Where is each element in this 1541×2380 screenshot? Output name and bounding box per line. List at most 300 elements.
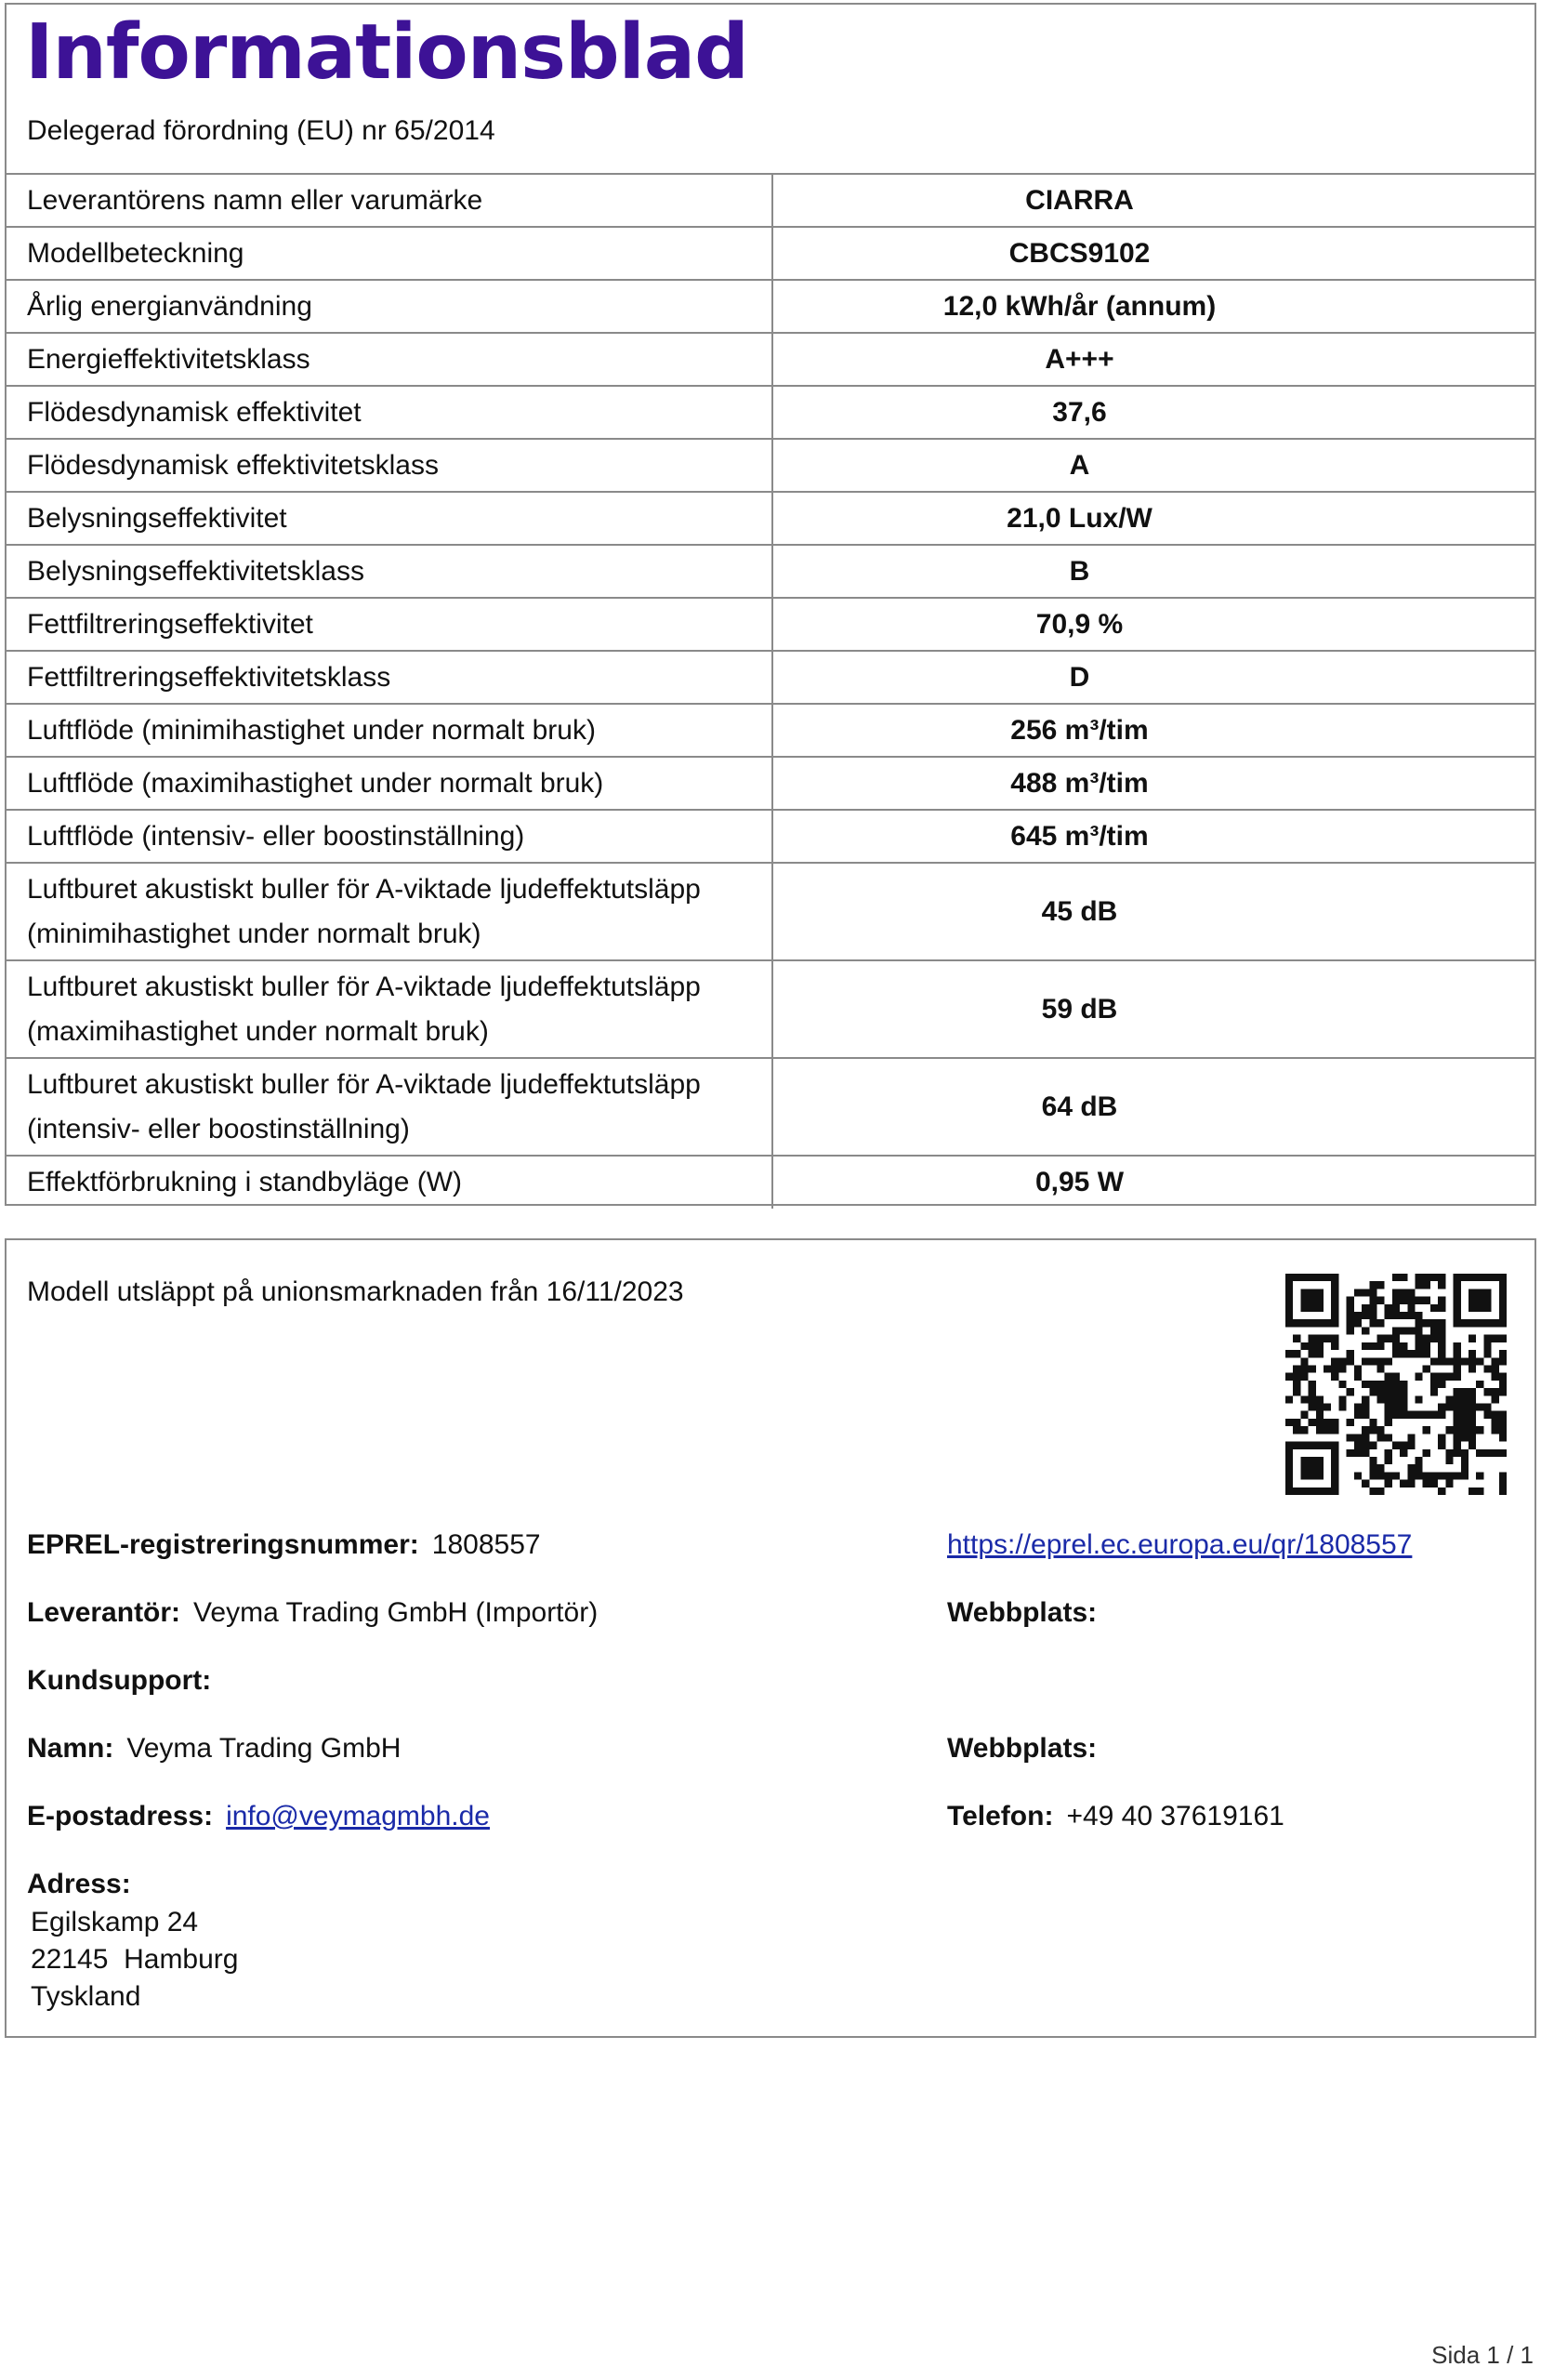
qr-module [1492, 1274, 1499, 1281]
eprel-row [27, 1527, 541, 1564]
qr-module [1499, 1289, 1507, 1296]
qr-module [1407, 1472, 1415, 1479]
qr-module [1347, 1434, 1354, 1441]
qr-module [1407, 1289, 1415, 1296]
address-country: Tyskland [31, 1981, 141, 2012]
qr-module [1331, 1464, 1338, 1472]
email-link[interactable]: info@veymagmbh.de [226, 1801, 490, 1831]
qr-module [1400, 1381, 1407, 1388]
qr-module [1430, 1327, 1438, 1334]
qr-module [1469, 1304, 1476, 1312]
qr-module [1476, 1449, 1483, 1457]
spec-label: Belysningseffektivitetsklass [7, 545, 772, 598]
qr-module [1338, 1404, 1346, 1411]
qr-module [1483, 1335, 1491, 1342]
qr-module [1331, 1373, 1338, 1381]
qr-module [1300, 1395, 1308, 1403]
qr-module [1416, 1335, 1423, 1342]
spec-value: 37,6 [772, 386, 1534, 439]
qr-module [1400, 1442, 1407, 1449]
qr-module [1316, 1319, 1324, 1327]
qr-module [1354, 1404, 1362, 1411]
qr-module [1362, 1312, 1369, 1319]
qr-module [1461, 1457, 1469, 1464]
qr-module [1416, 1342, 1423, 1350]
qr-module [1347, 1304, 1354, 1312]
qr-module [1300, 1342, 1308, 1350]
qr-module [1392, 1274, 1400, 1281]
qr-module [1309, 1350, 1316, 1357]
qr-module [1445, 1357, 1453, 1365]
spec-value: CIARRA [772, 174, 1534, 227]
qr-module [1392, 1395, 1400, 1403]
address-street: Egilskamp 24 [31, 1907, 199, 1937]
qr-module [1407, 1480, 1415, 1488]
qr-module [1454, 1426, 1461, 1434]
qr-module [1499, 1304, 1507, 1312]
qr-module [1454, 1297, 1461, 1304]
qr-module [1362, 1342, 1369, 1350]
contact-info-box [5, 1238, 1536, 2038]
qr-module [1362, 1304, 1369, 1312]
qr-module [1483, 1350, 1491, 1357]
qr-module [1407, 1327, 1415, 1334]
qr-module [1316, 1350, 1324, 1357]
email-row [27, 1798, 490, 1835]
qr-module [1293, 1335, 1300, 1342]
qr-module [1423, 1480, 1430, 1488]
supplier-name: Veyma Trading GmbH (Importör) [193, 1597, 599, 1628]
qr-module [1499, 1381, 1507, 1388]
qr-module [1423, 1350, 1430, 1357]
qr-module [1338, 1381, 1346, 1388]
qr-module [1376, 1365, 1384, 1372]
qr-module [1293, 1442, 1300, 1449]
table-row [7, 227, 1534, 280]
qr-module [1400, 1480, 1407, 1488]
spec-label-line2: (maximihastighet under normalt bruk) [27, 1015, 489, 1047]
qr-module [1499, 1449, 1507, 1457]
qr-module [1423, 1342, 1430, 1350]
qr-module [1416, 1373, 1423, 1381]
qr-module [1338, 1357, 1346, 1365]
table-row [7, 545, 1534, 598]
table-row [7, 333, 1534, 386]
qr-module [1492, 1411, 1499, 1419]
qr-module [1285, 1297, 1293, 1304]
qr-module [1309, 1419, 1316, 1426]
qr-module [1354, 1373, 1362, 1381]
qr-module [1376, 1426, 1384, 1434]
qr-module [1416, 1274, 1423, 1281]
qr-module [1285, 1395, 1293, 1403]
qr-module [1461, 1357, 1469, 1365]
qr-module [1369, 1312, 1376, 1319]
table-row [7, 810, 1534, 863]
qr-module [1407, 1297, 1415, 1304]
qr-module [1416, 1297, 1423, 1304]
qr-module [1324, 1419, 1331, 1426]
qr-module [1309, 1404, 1316, 1411]
supplier-row [27, 1594, 598, 1632]
qr-module [1492, 1388, 1499, 1395]
spec-value: 64 dB [772, 1058, 1534, 1156]
qr-module [1376, 1472, 1384, 1479]
qr-module [1483, 1274, 1491, 1281]
qr-module [1309, 1297, 1316, 1304]
spec-value: 70,9 % [772, 598, 1534, 651]
qr-module [1492, 1373, 1499, 1381]
qr-module [1324, 1274, 1331, 1281]
qr-module [1316, 1342, 1324, 1350]
qr-module [1407, 1304, 1415, 1312]
qr-module [1385, 1373, 1392, 1381]
qr-module [1309, 1395, 1316, 1403]
qr-module [1430, 1381, 1438, 1388]
qr-module [1438, 1404, 1445, 1411]
qr-module [1385, 1457, 1392, 1464]
qr-module [1483, 1404, 1491, 1411]
qr-module [1316, 1442, 1324, 1449]
qr-module [1461, 1464, 1469, 1472]
qr-module [1300, 1274, 1308, 1281]
qr-module [1476, 1404, 1483, 1411]
qr-module [1423, 1411, 1430, 1419]
address-city: 22145 Hamburg [31, 1944, 239, 1975]
qr-module [1400, 1404, 1407, 1411]
qr-module [1331, 1274, 1338, 1281]
qr-module [1376, 1319, 1384, 1327]
qr-module [1438, 1304, 1445, 1312]
qr-module [1469, 1442, 1476, 1449]
qr-module [1469, 1404, 1476, 1411]
qr-module [1483, 1342, 1491, 1350]
qr-module [1362, 1426, 1369, 1434]
qr-module [1316, 1395, 1324, 1403]
qr-module [1385, 1388, 1392, 1395]
qr-module [1285, 1488, 1293, 1495]
qr-module [1376, 1342, 1384, 1350]
qr-module [1309, 1335, 1316, 1342]
qr-module [1469, 1411, 1476, 1419]
qr-module [1400, 1388, 1407, 1395]
qr-module [1369, 1342, 1376, 1350]
qr-module [1392, 1388, 1400, 1395]
qr-module [1392, 1350, 1400, 1357]
qr-module [1454, 1289, 1461, 1296]
table-row [7, 960, 1534, 1058]
qr-module [1285, 1442, 1293, 1449]
qr-module [1338, 1395, 1346, 1403]
qr-module [1461, 1274, 1469, 1281]
qr-module [1285, 1350, 1293, 1357]
qr-module [1499, 1426, 1507, 1434]
qr-module [1362, 1411, 1369, 1419]
spec-value: B [772, 545, 1534, 598]
qr-module [1354, 1472, 1362, 1479]
qr-module [1454, 1281, 1461, 1289]
qr-module [1376, 1357, 1384, 1365]
qr-module [1309, 1442, 1316, 1449]
qr-module [1454, 1434, 1461, 1441]
table-row [7, 280, 1534, 333]
table-row [7, 1156, 1534, 1209]
qr-module [1316, 1335, 1324, 1342]
qr-module [1445, 1426, 1453, 1434]
spec-label: Belysningseffektivitet [7, 492, 772, 545]
qr-module [1438, 1357, 1445, 1365]
qr-module [1438, 1411, 1445, 1419]
spec-label-line1: Luftburet akustiskt buller för A-viktade ljudeffektutsläpp [27, 873, 701, 905]
qr-module [1285, 1289, 1293, 1296]
table-row [7, 704, 1534, 757]
spec-label: Flödesdynamisk effektivitet [7, 386, 772, 439]
qr-module [1362, 1480, 1369, 1488]
website-label: Webbplats: [947, 1597, 1098, 1628]
qr-module [1354, 1365, 1362, 1372]
qr-module [1300, 1411, 1308, 1419]
qr-module [1309, 1381, 1316, 1388]
qr-module [1331, 1457, 1338, 1464]
qr-module [1400, 1289, 1407, 1296]
qr-module [1309, 1319, 1316, 1327]
qr-module [1316, 1419, 1324, 1426]
qr-module [1285, 1304, 1293, 1312]
qr-module [1354, 1434, 1362, 1441]
qr-module [1331, 1449, 1338, 1457]
qr-module [1362, 1381, 1369, 1388]
qr-module [1369, 1304, 1376, 1312]
qr-module [1331, 1488, 1338, 1495]
qr-module [1316, 1457, 1324, 1464]
qr-module [1438, 1434, 1445, 1441]
qr-module [1354, 1411, 1362, 1419]
eprel-label: EPREL-registreringsnummer: [27, 1529, 419, 1560]
qr-module [1416, 1472, 1423, 1479]
qr-module [1331, 1289, 1338, 1296]
support-name-row [27, 1730, 401, 1767]
qr-module [1331, 1426, 1338, 1434]
qr-module [1469, 1357, 1476, 1365]
qr-module [1499, 1297, 1507, 1304]
spec-label: Fettfiltreringseffektivitet [7, 598, 772, 651]
qr-module [1293, 1319, 1300, 1327]
qr-module [1400, 1449, 1407, 1457]
qr-module [1430, 1373, 1438, 1381]
table-row [7, 386, 1534, 439]
qr-module [1385, 1395, 1392, 1403]
qr-module [1331, 1319, 1338, 1327]
qr-module [1476, 1472, 1483, 1479]
qr-module [1309, 1388, 1316, 1395]
qr-module [1354, 1442, 1362, 1449]
qr-module [1492, 1365, 1499, 1372]
spec-label [7, 863, 772, 960]
support-name-label: Namn: [27, 1733, 114, 1764]
qr-module [1438, 1319, 1445, 1327]
qr-module [1331, 1442, 1338, 1449]
qr-module [1476, 1488, 1483, 1495]
qr-module [1324, 1404, 1331, 1411]
qr-module [1423, 1365, 1430, 1372]
qr-module [1385, 1411, 1392, 1419]
table-row [7, 757, 1534, 810]
qr-module [1430, 1472, 1438, 1479]
page-number: Sida 1 / 1 [1431, 2341, 1534, 2369]
qr-module [1331, 1304, 1338, 1312]
qr-module [1407, 1464, 1415, 1472]
qr-module [1461, 1319, 1469, 1327]
qr-module [1476, 1426, 1483, 1434]
qr-module [1492, 1319, 1499, 1327]
support-website-label: Webbplats: [947, 1733, 1098, 1764]
spec-value: 21,0 Lux/W [772, 492, 1534, 545]
qr-module [1499, 1335, 1507, 1342]
spec-label-line1: Luftburet akustiskt buller för A-viktade ljudeffektutsläpp [27, 971, 701, 1002]
qr-module [1285, 1480, 1293, 1488]
qr-module [1354, 1312, 1362, 1319]
qr-module [1369, 1388, 1376, 1395]
qr-module [1347, 1350, 1354, 1357]
qr-module [1430, 1388, 1438, 1395]
qr-module [1392, 1442, 1400, 1449]
qr-module [1407, 1442, 1415, 1449]
qr-module [1469, 1350, 1476, 1357]
qr-module [1392, 1327, 1400, 1334]
qr-module [1300, 1426, 1308, 1434]
qr-module [1392, 1297, 1400, 1304]
qr-module [1300, 1472, 1308, 1479]
qr-module [1407, 1411, 1415, 1419]
table-row [7, 598, 1534, 651]
qr-module [1499, 1480, 1507, 1488]
qr-module [1476, 1274, 1483, 1281]
spec-label: Luftflöde (minimihastighet under normalt bruk) [7, 704, 772, 757]
qr-module [1300, 1488, 1308, 1495]
qr-module [1454, 1350, 1461, 1357]
table-row [7, 492, 1534, 545]
qr-module [1438, 1488, 1445, 1495]
qr-module [1483, 1388, 1491, 1395]
qr-module [1376, 1464, 1384, 1472]
qr-module [1369, 1319, 1376, 1327]
qr-module [1300, 1442, 1308, 1449]
spec-label: Fettfiltreringseffektivitetsklass [7, 651, 772, 704]
spec-label: Årlig energianvändning [7, 280, 772, 333]
qr-module [1438, 1472, 1445, 1479]
qr-module [1416, 1319, 1423, 1327]
qr-module [1423, 1472, 1430, 1479]
spec-value: CBCS9102 [772, 227, 1534, 280]
qr-module [1461, 1404, 1469, 1411]
qr-module [1438, 1297, 1445, 1304]
qr-module [1400, 1411, 1407, 1419]
product-info-sheet [5, 3, 1536, 1206]
spec-value: A [772, 439, 1534, 492]
qr-module [1416, 1312, 1423, 1319]
qr-module [1469, 1388, 1476, 1395]
qr-module [1331, 1281, 1338, 1289]
qr-module [1438, 1335, 1445, 1342]
spec-label-line2: (minimihastighet under normalt bruk) [27, 918, 481, 949]
qr-module [1416, 1457, 1423, 1464]
qr-module [1376, 1297, 1384, 1304]
qr-module [1454, 1274, 1461, 1281]
qr-module [1469, 1289, 1476, 1296]
qr-module [1362, 1357, 1369, 1365]
qr-module [1400, 1327, 1407, 1334]
qr-module [1354, 1319, 1362, 1327]
qr-module [1376, 1434, 1384, 1441]
qr-module [1492, 1335, 1499, 1342]
eprel-link[interactable]: https://eprel.ec.europa.eu/qr/1808557 [947, 1529, 1413, 1560]
spec-label: Energieffektivitetsklass [7, 333, 772, 386]
qr-module [1293, 1488, 1300, 1495]
qr-module [1369, 1281, 1376, 1289]
qr-module [1309, 1488, 1316, 1495]
qr-module [1445, 1449, 1453, 1457]
qr-module [1309, 1304, 1316, 1312]
qr-module [1454, 1357, 1461, 1365]
qr-module [1369, 1472, 1376, 1479]
qr-module [1483, 1289, 1491, 1296]
qr-module [1316, 1411, 1324, 1419]
qr-module [1476, 1304, 1483, 1312]
qr-module [1316, 1297, 1324, 1304]
qr-module [1324, 1442, 1331, 1449]
qr-module [1338, 1365, 1346, 1372]
qr-module [1407, 1434, 1415, 1441]
spec-label: Luftflöde (intensiv- eller boostinställning) [7, 810, 772, 863]
qr-module [1483, 1319, 1491, 1327]
qr-module [1300, 1289, 1308, 1296]
qr-module [1423, 1297, 1430, 1304]
qr-module [1392, 1373, 1400, 1381]
spec-label: Leverantörens namn eller varumärke [7, 174, 772, 227]
qr-module [1369, 1488, 1376, 1495]
qr-module [1293, 1365, 1300, 1372]
qr-module [1324, 1335, 1331, 1342]
table-row [7, 439, 1534, 492]
qr-module [1300, 1304, 1308, 1312]
qr-module [1461, 1419, 1469, 1426]
qr-module [1423, 1426, 1430, 1434]
qr-module [1300, 1373, 1308, 1381]
qr-module [1400, 1395, 1407, 1403]
qr-module [1454, 1442, 1461, 1449]
qr-module [1400, 1350, 1407, 1357]
phone-number: +49 40 37619161 [1066, 1801, 1284, 1831]
qr-module [1369, 1419, 1376, 1426]
qr-module [1376, 1381, 1384, 1388]
qr-module [1416, 1395, 1423, 1403]
spec-value: 488 m³/tim [772, 757, 1534, 810]
qr-module [1430, 1304, 1438, 1312]
qr-code-icon[interactable] [1285, 1274, 1507, 1495]
spec-value: 45 dB [772, 863, 1534, 960]
qr-module [1369, 1464, 1376, 1472]
qr-module [1385, 1304, 1392, 1312]
spec-value: 645 m³/tim [772, 810, 1534, 863]
qr-module [1469, 1297, 1476, 1304]
table-row [7, 863, 1534, 960]
spec-value: A+++ [772, 333, 1534, 386]
qr-module [1499, 1388, 1507, 1395]
qr-module [1309, 1289, 1316, 1296]
qr-module [1309, 1472, 1316, 1479]
qr-module [1376, 1395, 1384, 1403]
qr-module [1362, 1442, 1369, 1449]
